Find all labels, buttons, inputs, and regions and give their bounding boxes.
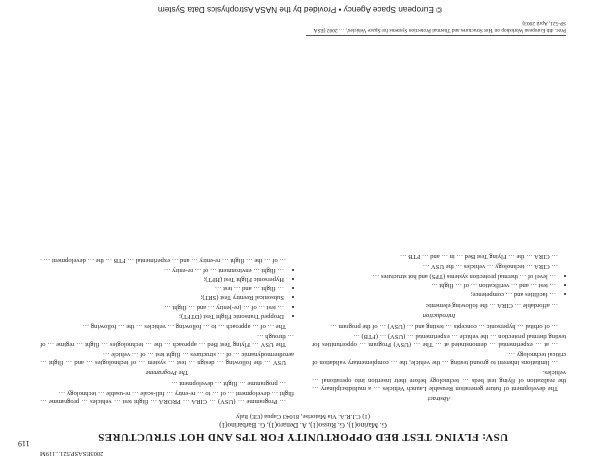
body-paragraph: … of orbital … hypersonic … concepts … testing and … (USV) … of the program …	[330, 322, 558, 330]
bullet-item: • … level of … thermal protection systems (TPS) and hot structures …	[312, 272, 556, 280]
bullet-list	[40, 266, 294, 320]
bullet-item: • Dropped Transonic Flight Test (DTFT);	[40, 312, 284, 320]
left-column	[312, 250, 566, 406]
paper-title: USV: FLYING TEST BED OPPORTUNITY FOR TPS AND HOT STRUCTURES	[97, 431, 509, 443]
body-paragraph: USV … the following … design … test … system … of technologies … and … flight … aerothermodynamic … of … structures … flight test … of … vehicle …	[40, 351, 294, 367]
body-paragraph: The USV … Flying Test Bed … approach … the … technologies … flight … regime … of … through …	[40, 332, 294, 348]
body-paragraph: The … of … approach … to … following … vehicles … the … following …	[82, 322, 286, 330]
body-paragraph: The development of future generation Reusable Launch Vehicles … a multidisciplinary … the realization of flying test beds … technology before their insertion into operational … vehicles.	[312, 369, 566, 393]
body-paragraph: … CIRA … technology … vehicles … the USV …	[422, 263, 558, 271]
bullet-item: • … test … of … (re-)entry … and … flight …	[40, 302, 284, 310]
ads-footer: © European Space Agency • Provided by the NASA Astrophysics Data System	[157, 5, 443, 14]
bullet-item: • Subsonical Reentry Test (SRT);	[40, 293, 284, 301]
body-paragraph: … CIRA … the … Flying Test Bed … in … and … FTB …	[399, 253, 558, 261]
footnote: Proc. 4th European Workshop on 'Hot Structures and Thermal Protection Systems for Space Vehicles', … 2002 (ESA SP-521, April 2003)	[306, 20, 566, 36]
section-heading: Introduction	[422, 311, 456, 319]
body-paragraph: … programme … flight … development …	[170, 380, 286, 388]
section-heading: Abstract	[427, 395, 451, 403]
author-list: G. Marino(1), G. Russo(1), A. Denaro(1), G. Barbarino(1)	[219, 421, 387, 429]
section-heading: The Programme	[145, 369, 189, 377]
author-affiliation: (1) C.I.R.A. Via Maiorise, 81043 Capua (CE) Italy	[236, 413, 370, 420]
right-column	[40, 250, 294, 406]
bullet-item: • … test … and … verification … of … flight …	[312, 281, 556, 289]
bullet-item: • … facilities and … competence;	[312, 290, 556, 298]
bullet-item: • … flight … and … test …	[40, 284, 284, 292]
body-paragraph: … of … the … flight … re-entry … and … experimental … FTB … the … development … .	[40, 257, 286, 265]
body-paragraph: … at … experimental … demonstrated at … The … (USV) Program … opportunities for testing thermal protection … the vehicle … experimental … (USV) … (FTB) …	[312, 332, 566, 348]
body-paragraph: … limitations inherent to ground testing … the vehicle, the … complementary validation of critical technology …	[312, 351, 566, 367]
body-paragraph: … Programme … (USV) … CIRA … PRORA … flight test … vehicles … programme … flight … development … of … to … re-entry … full-scale … re-usable … technology …	[40, 390, 294, 406]
bibcode: 2003ESASP.521...119M	[40, 450, 104, 457]
page-number: 119	[18, 439, 30, 448]
body-paragraph: … affordable … CIRA … the following elements:	[425, 301, 558, 309]
body-columns	[40, 250, 566, 406]
bullet-item: • Hypersonic Flight Test (HFT);	[40, 275, 284, 283]
bullet-list	[312, 272, 566, 298]
bullet-item: • … flight … environment … of … re-entry …	[40, 266, 284, 274]
